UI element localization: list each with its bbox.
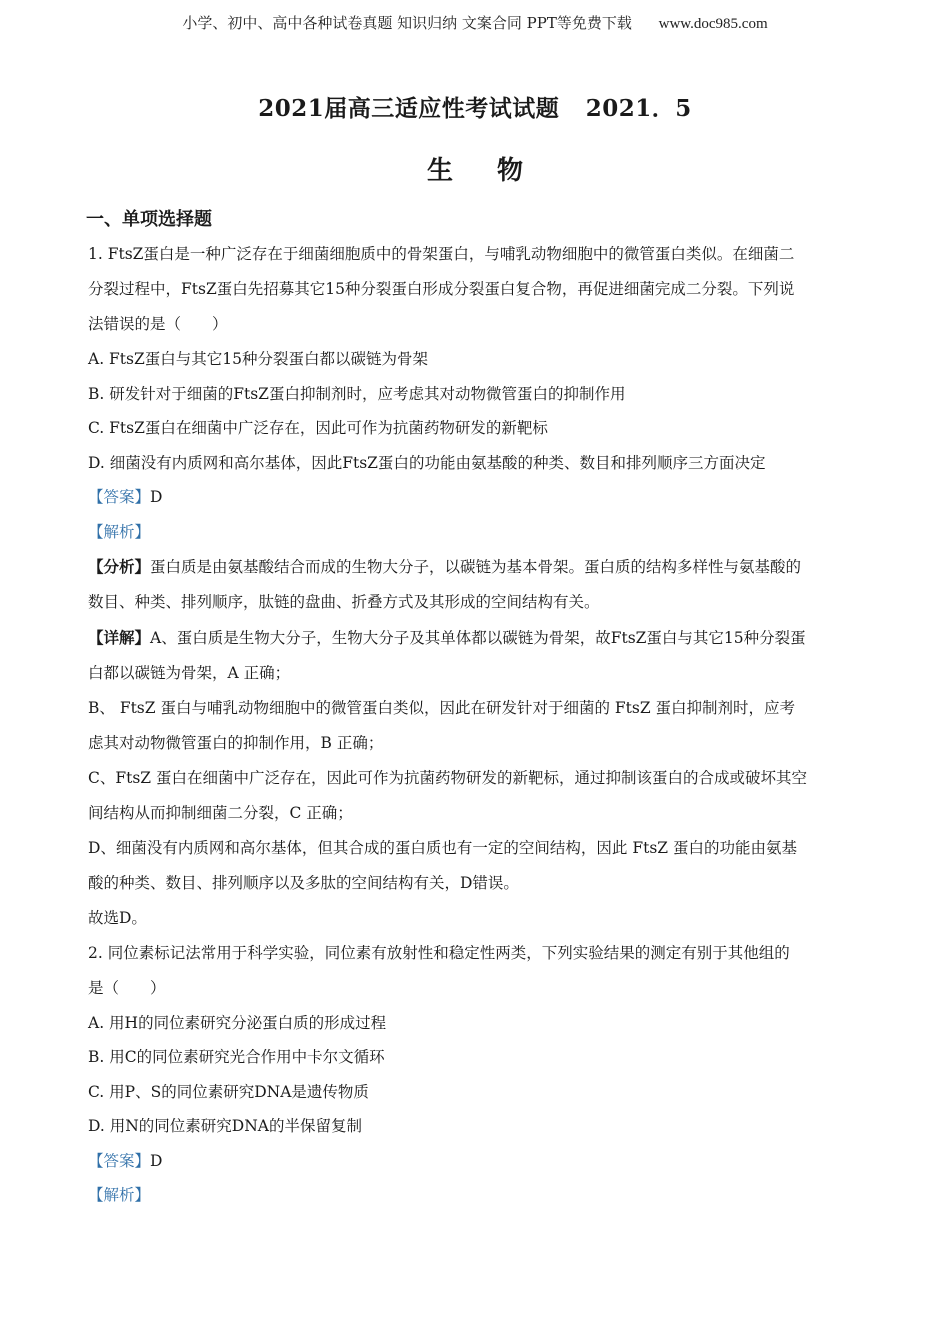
analysis-tag: 【解析】 <box>88 522 151 541</box>
q1-fenxi-line: 数目、种类、排列顺序，肽链的盘曲、折叠方式及其形成的空间结构有关。 <box>88 593 600 611</box>
q1-analysis-label <box>88 515 868 550</box>
analysis-tag: 【解析】 <box>88 1186 151 1204</box>
q1-option-a: A. FtsZ蛋白与其它15种分裂蛋白都以碳链为骨架 <box>88 350 428 368</box>
title-main: 2021届高三适应性考试试题 <box>258 95 560 122</box>
page-title <box>0 90 950 123</box>
subject-heading: 生物 <box>426 156 567 186</box>
q2-option-d: D. 用N的同位素研究DNA的半保留复制 <box>88 1117 362 1135</box>
question-2 <box>88 936 868 1213</box>
q1-option-d: D. 细菌没有内质网和高尔基体，因此FtsZ蛋白的功能由氨基酸的种类、数目和排列顺序三方面决定 <box>88 453 766 472</box>
q1-detail-line: D、细菌没有内质网和高尔基体，但其合成的蛋白质也有一定的空间结构，因此 FtsZ 蛋白的功能由氨基 <box>88 839 797 857</box>
q1-detail-line: 酸的种类、数目、排列顺序以及多肽的空间结构有关，D错误。 <box>88 874 519 892</box>
answer-tag: 【答案】 <box>88 1151 151 1170</box>
q1-stem-line: 法错误的是（ ） <box>88 315 228 333</box>
q1-detail-line: 间结构从而抑制细菌二分裂，C 正确； <box>88 804 353 822</box>
q1-answer <box>88 480 868 515</box>
answer-value: D <box>150 488 163 506</box>
q1-detail-line: C、FtsZ 蛋白在细菌中广泛存在，因此可作为抗菌药物研发的新靶标，通过抑制该蛋白的合成或破坏其空 <box>88 769 807 787</box>
q1-option-b: B. 研发针对于细菌的FtsZ蛋白抑制剂时，应考虑其对动物微管蛋白的抑制作用 <box>88 384 626 403</box>
q2-analysis-label <box>88 1178 868 1213</box>
header-site: www.doc985.com <box>658 16 768 32</box>
detail-text: A、蛋白质是生物大分子，生物大分子及其单体都以碳链为骨架，故FtsZ蛋白与其它15种分裂蛋 <box>150 629 806 647</box>
section-heading: 一、单项选择题 <box>86 209 212 230</box>
q2-option-b: B. 用C的同位素研究光合作用中卡尔文循环 <box>88 1048 385 1066</box>
answer-tag: 【答案】 <box>88 488 151 506</box>
q1-detail-line <box>88 620 868 656</box>
xiangjie-tag: 【详解】 <box>88 628 151 647</box>
fenxi-tag: 【分析】 <box>88 557 151 576</box>
q1-detail-line: 虑其对动物微管蛋白的抑制作用，B 正确； <box>88 734 384 752</box>
question-1 <box>88 237 868 936</box>
document-body <box>88 203 868 1213</box>
q1-detail-line: B、 FtsZ 蛋白与哺乳动物细胞中的微管蛋白类似，因此在研发针对于细菌的 FtsZ 蛋白抑制剂时，应考 <box>88 699 796 717</box>
q2-option-a: A. 用H的同位素研究分泌蛋白质的形成过程 <box>88 1013 387 1032</box>
title-date: 2021．5 <box>585 95 692 122</box>
answer-value: D <box>150 1151 163 1170</box>
q1-fenxi-line <box>88 549 868 585</box>
q1-stem-line: 分裂过程中，FtsZ蛋白先招募其它15种分裂蛋白形成分裂蛋白复合物，再促进细菌完成二分裂。下列说 <box>88 280 795 298</box>
q2-stem-line: 2. 同位素标记法常用于科学实验，同位素有放射性和稳定性两类，下列实验结果的测定有别于其他组的 <box>88 943 790 962</box>
page-header <box>0 12 950 33</box>
q1-stem-line: 1. FtsZ蛋白是一种广泛存在于细菌细胞质中的骨架蛋白，与哺乳动物细胞中的微管蛋白类似。在细菌二 <box>88 245 795 263</box>
fenxi-text: 蛋白质是由氨基酸结合而成的生物大分子，以碳链为基本骨架。蛋白质的结构多样性与氨基酸的 <box>150 558 802 576</box>
header-text: 小学、初中、高中各种试卷真题 知识归纳 文案合同 PPT等免费下载 <box>182 14 632 32</box>
q2-option-c: C. 用P、S的同位素研究DNA是遗传物质 <box>88 1082 369 1101</box>
q1-option-c: C. FtsZ蛋白在细菌中广泛存在，因此可作为抗菌药物研发的新靶标 <box>88 419 548 437</box>
q2-stem-line: 是（ ） <box>88 978 166 997</box>
q1-detail-line: 白都以碳链为骨架，A 正确； <box>88 664 291 682</box>
q1-conclusion: 故选D。 <box>88 909 147 927</box>
q2-answer <box>88 1144 868 1179</box>
